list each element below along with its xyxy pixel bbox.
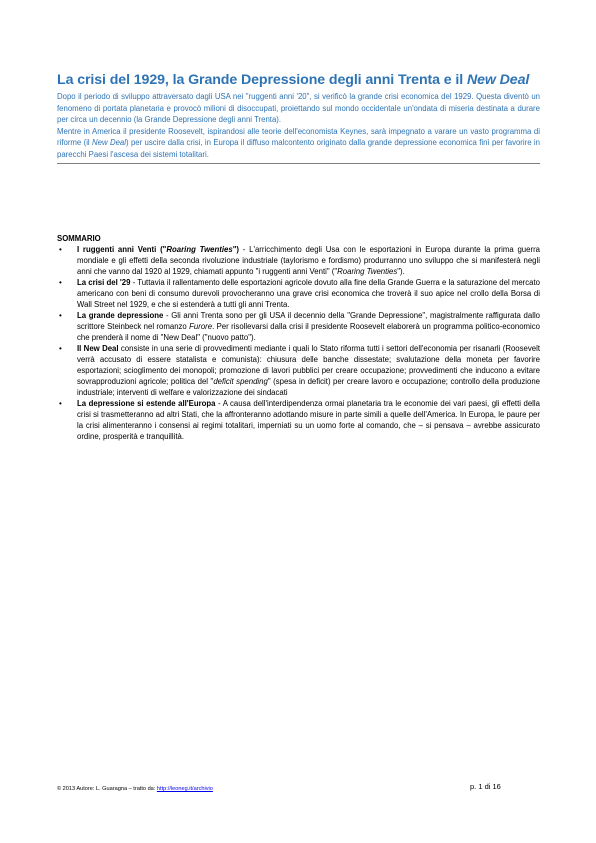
title-block <box>57 71 540 164</box>
bullet-icon: • <box>59 344 62 353</box>
summary-heading: SOMMARIO <box>57 234 101 243</box>
bullet-icon: • <box>59 278 62 287</box>
intro-p2-italic: New Deal <box>92 138 126 147</box>
bullet-icon: • <box>59 399 62 408</box>
item-heading: La grande depressione <box>77 311 164 320</box>
list-item <box>57 244 540 277</box>
item-text-italic: Roaring Twenties <box>337 267 398 276</box>
list-item <box>57 343 540 398</box>
intro-p2 <box>57 126 540 161</box>
intro-p2-b: ) per uscire dalla crisi, in Europa il diffuso malcontento originato dalla grande depressione economica finì per favorire in parecchi Paesi l'ascesa dei sistemi totalitari. <box>57 138 540 159</box>
item-text-b: . Per risollevarsi dalla crisi il presidente Roosevelt elaborerà un programma politico-economico che prenderà il nome di "New Deal" ("nuovo patto"). <box>77 322 541 342</box>
item-text: - A causa dell'interdipendenza ormai planetaria tra le economie dei vari paesi, gli effetti della crisi si trasmetteranno ad altri Stati, che la affronteranno adottando misure in parte simili a quelle dell'America. In Europa, le paure per la crisi alimenteranno i consensi ai regimi totalitari, imperniati su un uomo forte al comando, che – si pensava – avrebbe assicurato ordine, prosperità e tranquillità. <box>77 399 540 441</box>
list-item <box>57 277 540 310</box>
item-heading: La depressione si estende all'Europa <box>77 399 216 408</box>
item-heading: Il New Deal <box>77 344 119 353</box>
document-title <box>57 71 540 89</box>
item-text-b: "). <box>397 267 405 276</box>
item-text-a: - L'arricchimento degli Usa con le esportazioni in Europa durante la prima guerra mondiale e gli effetti della seconda rivoluzione industriale (taylorismo e fordismo) produrranno uno sviluppo che si manifesterà negli anni che vanno dal 1920 al 1929, chiamati appunto "i ruggenti anni Venti" (" <box>77 245 541 276</box>
intro-p1: Dopo il periodo di sviluppo attraversato dagli USA nei "ruggenti anni '20", si verificò la grande crisi economica del 1929. Questa diventò un fenomeno di portata planetaria e provocò milioni di disoccupati, proiettando sul mondo occidentale un'ondata di miseria destinata a durare per circa un decennio (la Grande Depressione degli anni Trenta). <box>57 92 540 124</box>
list-item <box>57 310 540 343</box>
bullet-icon: • <box>59 311 62 320</box>
page-number: p. 1 di 16 <box>470 782 501 791</box>
title-text: La crisi del 1929, la Grande Depressione degli anni Trenta e il <box>57 72 467 88</box>
item-text-italic: Furore <box>189 322 213 331</box>
item-text-b: " (spesa in deficit) per creare lavoro e occupazione; controllo della produzione industriale; interventi di welfare e valorizzazione dei sindacati <box>77 377 540 397</box>
intro-p2-a: Mentre in America il presidente Roosevelt, ispirandosi alle teorie dell'economista Keynes, sarà impegnato a varare un vasto programma di riforme (il <box>57 126 540 147</box>
item-heading-b: ") <box>232 245 239 254</box>
footer-link[interactable]: http://leoneg.it/archivio <box>156 786 213 792</box>
item-heading-italic: Roaring Twenties <box>166 245 233 254</box>
title-italic: New Deal <box>466 72 530 88</box>
item-heading <box>77 245 239 254</box>
summary-list <box>57 244 540 442</box>
bullet-icon: • <box>59 245 62 254</box>
footer-credit: © 2013 Autore: L. Guaragna – tratto da: <box>57 786 157 792</box>
item-heading: La crisi del '29 <box>77 278 131 287</box>
item-text-a: - Gli anni Trenta sono per gli USA il decennio della "Grande Depressione", magistralmente raffigurata dallo scrittore Steinbeck nel romanzo <box>77 311 541 331</box>
item-heading-a: I ruggenti anni Venti (" <box>77 245 167 254</box>
page-footer <box>57 785 540 793</box>
list-item <box>57 398 540 442</box>
summary-section <box>57 233 540 442</box>
item-text-italic: deficit spending <box>213 377 268 386</box>
item-text: - Tuttavia il rallentamento delle esportazioni agricole dovuto alla fine della Grande Guerra e la saturazione del mercato americano con beni di consumo durevoli provocheranno una grave crisi economica che troverà il suo apice nel crollo della Borsa di Wall Street nel 1929, e che si estenderà a tutti gli anni Trenta. <box>77 278 541 309</box>
item-text-a: consiste in una serie di provvedimenti mediante i quali lo Stato riforma tutti i settori dell'economia per risanarli (Roosevelt verrà accusato di essere statalista e comunista): chiusura delle banche dissestate; svalutazione della moneta per favorire esportazioni; scioglimento dei monopoli; promozione di lavori pubblici per creare occupazione; provvedimenti che inducono a evitare sovrapproduzioni agricole; politica del " <box>77 344 541 386</box>
intro-paragraph <box>57 91 540 160</box>
